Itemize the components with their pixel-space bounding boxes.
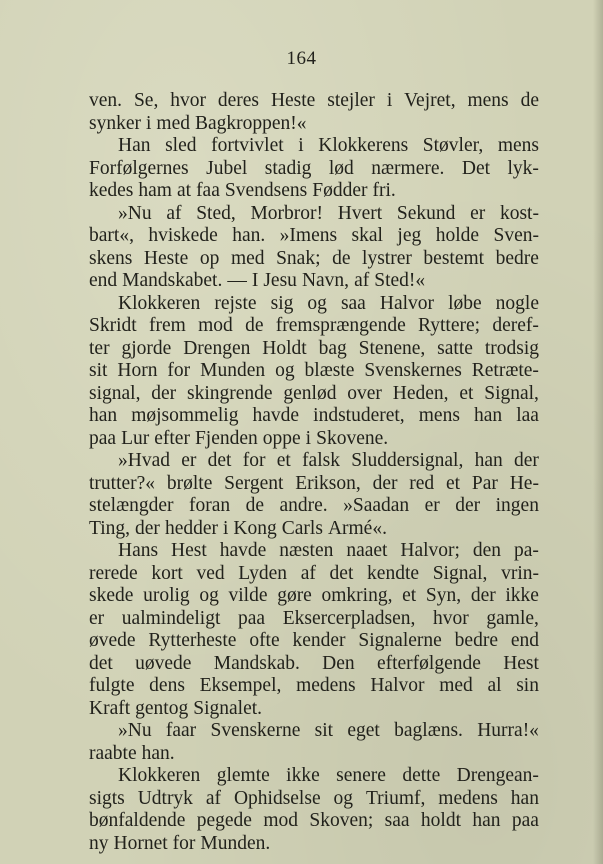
- word: Syn,: [425, 585, 462, 606]
- word: sin: [516, 675, 539, 696]
- word: Heden,: [392, 382, 449, 404]
- text-line: [89, 743, 539, 766]
- word: falsk: [302, 450, 340, 471]
- word: frem: [148, 315, 186, 336]
- word: mens: [418, 405, 460, 426]
- word: signal,: [89, 382, 141, 404]
- word: bart«,: [89, 225, 134, 246]
- word: med: [230, 247, 265, 269]
- word: hviskede: [148, 225, 218, 246]
- text-line: [89, 113, 539, 136]
- word: bønfaldende: [89, 810, 186, 831]
- word: skede: [89, 585, 134, 606]
- word: skens: [89, 247, 133, 269]
- word: andre.: [279, 495, 328, 516]
- word: Fødder: [312, 180, 368, 201]
- word: Skovene.: [316, 427, 389, 449]
- word: holde: [435, 225, 480, 246]
- word: Vejret,: [404, 90, 456, 111]
- word: »Nu: [118, 720, 152, 741]
- word: genlød: [283, 382, 337, 404]
- word: er: [470, 202, 486, 224]
- word: hedder: [164, 517, 218, 539]
- word: end: [89, 270, 118, 291]
- word: kender: [292, 630, 346, 651]
- word: lød: [328, 157, 354, 179]
- text-line: [89, 473, 539, 496]
- word: de: [245, 315, 264, 336]
- word: havde: [219, 540, 267, 561]
- word: i: [386, 90, 393, 111]
- word: kedes: [89, 180, 134, 201]
- word: Horn: [117, 360, 158, 381]
- word: foran: [188, 495, 231, 516]
- text-line: [89, 180, 539, 203]
- word: Signalet.: [193, 697, 263, 719]
- word: Kong: [233, 517, 277, 539]
- word: Munden: [200, 360, 266, 381]
- word: end: [510, 630, 539, 651]
- word: Eksercerpladsen,: [282, 607, 416, 629]
- word: bestemt: [423, 247, 485, 269]
- word: Halvor: [379, 292, 435, 314]
- word: et: [459, 382, 474, 404]
- word: Udtryk: [137, 787, 193, 809]
- word: sit: [89, 360, 108, 381]
- word: de: [332, 247, 351, 269]
- word: Se,: [133, 90, 159, 111]
- word: vilde: [228, 585, 268, 606]
- word: Sven-: [493, 225, 539, 246]
- word: sled: [165, 135, 197, 156]
- text-line: [89, 338, 539, 361]
- word: gamle,: [486, 607, 539, 629]
- word: brølte: [166, 472, 213, 494]
- text-line: [89, 428, 539, 451]
- word: Skridt: [89, 315, 137, 336]
- word: Ophidselse: [233, 787, 321, 809]
- word: at: [176, 180, 192, 201]
- word: paa: [511, 810, 539, 831]
- word: Skoven;: [309, 810, 374, 831]
- word: I: [251, 270, 259, 291]
- word: Armé«.: [327, 517, 387, 539]
- word: pa-: [514, 540, 539, 561]
- text-line: [89, 135, 539, 158]
- word: i: [305, 427, 312, 449]
- word: der: [514, 450, 539, 471]
- word: glemte: [216, 765, 270, 786]
- text-line: [89, 203, 539, 226]
- word: laa: [516, 405, 539, 426]
- word: og: [307, 292, 327, 314]
- word: paa: [238, 607, 266, 629]
- text-line: [89, 90, 539, 113]
- word: Sted!«: [374, 270, 426, 291]
- word: og: [199, 585, 219, 606]
- word: der: [372, 472, 398, 494]
- word: satte: [437, 337, 473, 359]
- word: Drengen: [183, 337, 251, 359]
- word: medens: [296, 675, 356, 696]
- word: gentog: [135, 697, 189, 719]
- word: Carls: [281, 517, 323, 539]
- word: mens: [467, 90, 509, 111]
- text-line: [89, 608, 539, 631]
- word: Hornet: [113, 832, 168, 854]
- word: Stenene,: [358, 337, 426, 359]
- word: blæste: [304, 360, 355, 381]
- text-line: [89, 675, 539, 698]
- word: nærmere.: [371, 157, 445, 179]
- word: bag: [318, 337, 347, 359]
- word: gjorde: [121, 337, 172, 359]
- word: Den: [322, 652, 355, 674]
- text-line: [89, 653, 539, 676]
- word: han.: [141, 742, 175, 764]
- word: Jubel: [206, 157, 248, 179]
- word: Par: [471, 472, 498, 494]
- word: »Nu: [118, 202, 152, 224]
- word: og: [333, 787, 354, 809]
- word: faar: [165, 720, 197, 741]
- word: Holdt: [262, 337, 307, 359]
- text-line: [89, 585, 539, 608]
- word: efterfølgende: [376, 652, 481, 674]
- word: det: [89, 652, 113, 674]
- word: trodsig: [484, 337, 539, 359]
- text-line: [89, 315, 539, 338]
- word: Heste: [270, 90, 316, 111]
- word: sigts: [89, 787, 125, 809]
- word: Halvor: [370, 675, 425, 696]
- word: ikke: [505, 585, 539, 606]
- word: He-: [509, 472, 539, 494]
- word: ny: [89, 832, 109, 854]
- word: ualmindeligt: [121, 607, 221, 629]
- page-number: 164: [286, 48, 317, 69]
- word: i: [223, 517, 229, 539]
- word: de: [520, 90, 539, 111]
- word: paa: [89, 427, 117, 449]
- word: fulgte: [89, 675, 135, 696]
- word: stadig: [264, 157, 312, 179]
- word: for: [242, 450, 266, 471]
- text-line: [89, 158, 539, 181]
- text-line: [89, 810, 539, 833]
- word: hvor: [170, 90, 206, 111]
- word: jeg: [397, 225, 422, 246]
- word: det: [329, 562, 354, 584]
- word: rejste: [214, 292, 257, 314]
- word: sig: [270, 292, 294, 314]
- word: Kraft: [89, 697, 131, 719]
- text-line: [89, 720, 539, 743]
- word: ofte: [249, 630, 280, 651]
- word: ven.: [89, 90, 123, 111]
- word: bedre: [495, 247, 539, 269]
- word: sit: [314, 720, 334, 741]
- word: og: [275, 360, 295, 381]
- word: er: [89, 607, 105, 629]
- text-line: [89, 518, 539, 541]
- word: ved: [196, 562, 225, 584]
- word: op: [199, 247, 220, 269]
- word: stelængder: [89, 495, 174, 516]
- text-line: [89, 765, 539, 788]
- word: hvor: [433, 607, 469, 629]
- word: mens: [497, 135, 539, 156]
- word: mod: [263, 810, 298, 831]
- word: Sergent: [224, 472, 284, 494]
- word: efter: [154, 427, 190, 449]
- word: er: [424, 495, 440, 516]
- word: saa: [384, 810, 410, 831]
- word: der: [151, 382, 177, 404]
- word: et: [446, 472, 461, 494]
- word: den: [472, 540, 502, 561]
- word: fremsprængende: [275, 315, 406, 336]
- word: han: [474, 450, 503, 471]
- page-edge-shadow: [593, 0, 603, 864]
- text-line: [89, 833, 539, 856]
- text-line: [89, 450, 539, 473]
- word: Sekund: [396, 202, 456, 224]
- word: han: [473, 405, 503, 426]
- word: Drengean-: [456, 765, 539, 786]
- word: de: [245, 495, 264, 516]
- word: af: [166, 202, 182, 224]
- word: dette: [402, 765, 441, 786]
- word: stejler: [327, 90, 375, 111]
- word: Eksempel,: [199, 675, 282, 696]
- word: Hest: [503, 652, 539, 674]
- word: pegede: [196, 810, 252, 831]
- word: Fjenden: [194, 427, 258, 449]
- word: mod: [198, 315, 233, 336]
- word: omkring,: [321, 585, 393, 606]
- word: møjsommelig: [131, 405, 239, 426]
- word: for: [172, 832, 196, 854]
- word: Sted,: [196, 202, 236, 224]
- word: Svenskerne: [210, 720, 301, 741]
- word: Heste: [143, 247, 189, 269]
- word: fri.: [372, 180, 396, 201]
- word: —: [227, 270, 247, 291]
- word: synker: [89, 112, 141, 134]
- word: uøvede: [135, 652, 192, 674]
- word: med: [156, 112, 190, 134]
- word: er: [181, 450, 197, 471]
- word: Munden.: [200, 832, 271, 854]
- word: Ryttere;: [418, 315, 481, 336]
- word: for: [167, 360, 191, 381]
- word: Klokkerens: [318, 135, 409, 156]
- word: af: [205, 787, 222, 809]
- word: Signalerne: [358, 630, 442, 651]
- word: han.: [232, 225, 266, 246]
- word: indstuderet,: [313, 405, 405, 426]
- word: Ting,: [89, 517, 131, 539]
- word: Jesu: [263, 270, 297, 291]
- word: Det: [461, 157, 491, 179]
- word: skingrende: [187, 382, 273, 404]
- text-line: [89, 293, 539, 316]
- word: Retræte-: [471, 360, 539, 381]
- word: af: [300, 562, 316, 584]
- word: skal: [351, 225, 383, 246]
- text-line: [89, 563, 539, 586]
- word: ham: [138, 180, 172, 201]
- word: næsten: [279, 540, 334, 561]
- word: Mandskab.: [213, 652, 300, 674]
- word: Støvler,: [422, 135, 484, 156]
- word: Hvert: [337, 202, 383, 224]
- word: al: [487, 675, 502, 696]
- word: ter: [89, 337, 110, 359]
- word: Hans: [118, 540, 159, 561]
- word: Hurra!«: [477, 720, 539, 741]
- word: saa: [340, 292, 366, 314]
- text-line: [89, 383, 539, 406]
- word: urolig: [143, 585, 190, 606]
- word: »Hvad: [118, 450, 170, 471]
- word: Forfølgernes: [89, 157, 189, 179]
- word: der: [135, 517, 160, 539]
- word: i: [146, 112, 152, 134]
- text-line: [89, 405, 539, 428]
- word: han: [89, 405, 118, 426]
- word: kort: [151, 562, 183, 584]
- word: der: [455, 495, 481, 516]
- word: Halvor;: [400, 540, 460, 561]
- word: Han: [118, 135, 151, 156]
- word: »Imens: [279, 225, 338, 246]
- word: Hest: [171, 540, 207, 561]
- text-line: [89, 540, 539, 563]
- word: Signal,: [484, 382, 539, 404]
- word: vrin-: [501, 562, 539, 584]
- word: dens: [149, 675, 185, 696]
- text-line: [89, 225, 539, 248]
- word: Svendsens: [224, 180, 308, 201]
- text-line: [89, 630, 539, 653]
- word: han: [472, 810, 501, 831]
- word: gøre: [277, 585, 312, 606]
- word: red: [409, 472, 435, 494]
- word: trutter?«: [89, 472, 156, 494]
- word: Klokkeren: [118, 765, 201, 786]
- word: havde: [252, 405, 300, 426]
- word: oppe: [262, 427, 301, 449]
- word: Erikson,: [295, 472, 361, 494]
- word: Lur: [121, 427, 150, 449]
- word: Snak;: [276, 247, 321, 269]
- text-line: [89, 270, 539, 293]
- word: nogle: [495, 292, 539, 314]
- word: kost-: [499, 202, 539, 224]
- word: det: [207, 450, 232, 471]
- word: Bagkroppen!«: [195, 112, 307, 134]
- text-line: [89, 248, 539, 271]
- word: Klokkeren: [118, 292, 201, 314]
- word: rerede: [89, 562, 138, 584]
- word: ikke: [286, 765, 320, 786]
- text-line: [89, 788, 539, 811]
- word: han: [510, 787, 539, 809]
- text-line: [89, 495, 539, 518]
- word: naaet: [346, 540, 388, 561]
- word: Morbror!: [250, 202, 324, 224]
- word: bedre: [454, 630, 498, 651]
- word: Navn,: [301, 270, 350, 291]
- word: baglæns.: [394, 720, 463, 741]
- word: der: [470, 585, 496, 606]
- word: Triumf,: [365, 787, 426, 809]
- word: fortvivlet: [211, 135, 284, 156]
- text-line: [89, 698, 539, 721]
- word: i: [298, 135, 304, 156]
- word: faa: [196, 180, 220, 201]
- word: Svenskernes: [364, 360, 462, 381]
- word: ingen: [495, 495, 539, 516]
- text-line: [89, 360, 539, 383]
- word: Mandskabet.: [122, 270, 223, 291]
- word: løbe: [448, 292, 482, 314]
- word: lyk-: [507, 157, 539, 179]
- word: lystrer: [362, 247, 412, 269]
- word: raabte: [89, 742, 137, 764]
- word: Rytterheste: [148, 630, 237, 651]
- word: deres: [217, 90, 260, 111]
- word: med: [439, 675, 473, 696]
- word: Signal,: [432, 562, 488, 584]
- word: medens: [438, 787, 498, 809]
- word: øvede: [89, 630, 136, 651]
- word: et: [402, 585, 417, 606]
- word: Sluddersignal,: [351, 450, 464, 471]
- word: over: [347, 382, 382, 404]
- word: Lyden: [238, 562, 288, 584]
- word: kendte: [367, 562, 420, 584]
- word: senere: [336, 765, 386, 786]
- word: holdt: [420, 810, 461, 831]
- word: et: [276, 450, 291, 471]
- body-text: [89, 90, 539, 855]
- word: eget: [347, 720, 380, 741]
- word: deref-: [492, 315, 539, 336]
- word: af: [354, 270, 370, 291]
- word: »Saadan: [343, 495, 410, 516]
